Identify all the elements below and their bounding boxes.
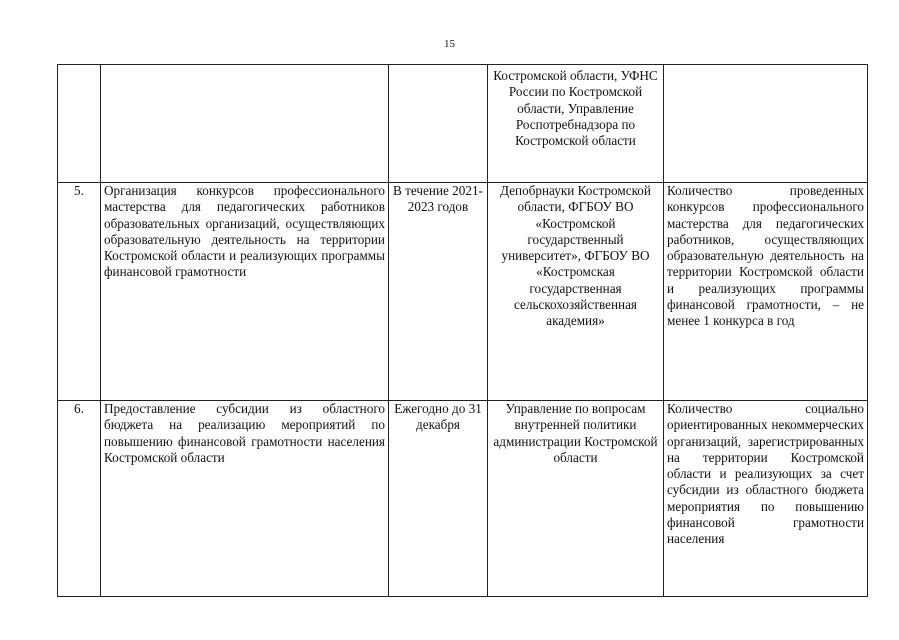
indicator-cell [664, 65, 868, 183]
activity-cell: Организация конкурсов профессионального мастерства для педагогических работников образовательных организаций, осуществляющих образовательную деятельность на территории Костромской области и реализующих программы финансовой грамотности [101, 183, 389, 401]
period-cell: Ежегодно до 31 декабря [389, 401, 488, 597]
indicator-cell: Количество социально ориентированных некоммерческих организаций, зарегистрированных на территории Костромской области и реализующих за счет субсидии из областного бюджета мероприятия по повышению финансовой грамотности населения [664, 401, 868, 597]
indicator-cell: Количество проведенных конкурсов профессионального мастерства для педагогических работников, осуществляющих образовательную деятельность на территории Костромской области и реализующих программы финансовой грамотности, – не менее 1 конкурса в год [664, 183, 868, 401]
period-cell [389, 65, 488, 183]
executors-cell: Депобрнауки Костромской области, ФГБОУ ВО «Костромской государственный университет», ФГБОУ ВО «Костромская государственная сельскохозяйственная академия» [488, 183, 664, 401]
table-row [58, 183, 868, 401]
table-row [58, 65, 868, 183]
executors-cell: Управление по вопросам внутренней политики администрации Костромской области [488, 401, 664, 597]
row-number: 5. [58, 183, 101, 401]
activity-cell [101, 65, 389, 183]
table-row [58, 401, 868, 597]
period-cell: В течение 2021-2023 годов [389, 183, 488, 401]
row-number: 6. [58, 401, 101, 597]
activities-table [57, 64, 868, 597]
page-number: 15 [444, 38, 455, 50]
executors-cell: Костромской области, УФНС России по Костромской области, Управление Роспотребнадзора по Костромской области [488, 65, 664, 183]
row-number [58, 65, 101, 183]
activity-cell: Предоставление субсидии из областного бюджета на реализацию мероприятий по повышению финансовой грамотности населения Костромской области [101, 401, 389, 597]
